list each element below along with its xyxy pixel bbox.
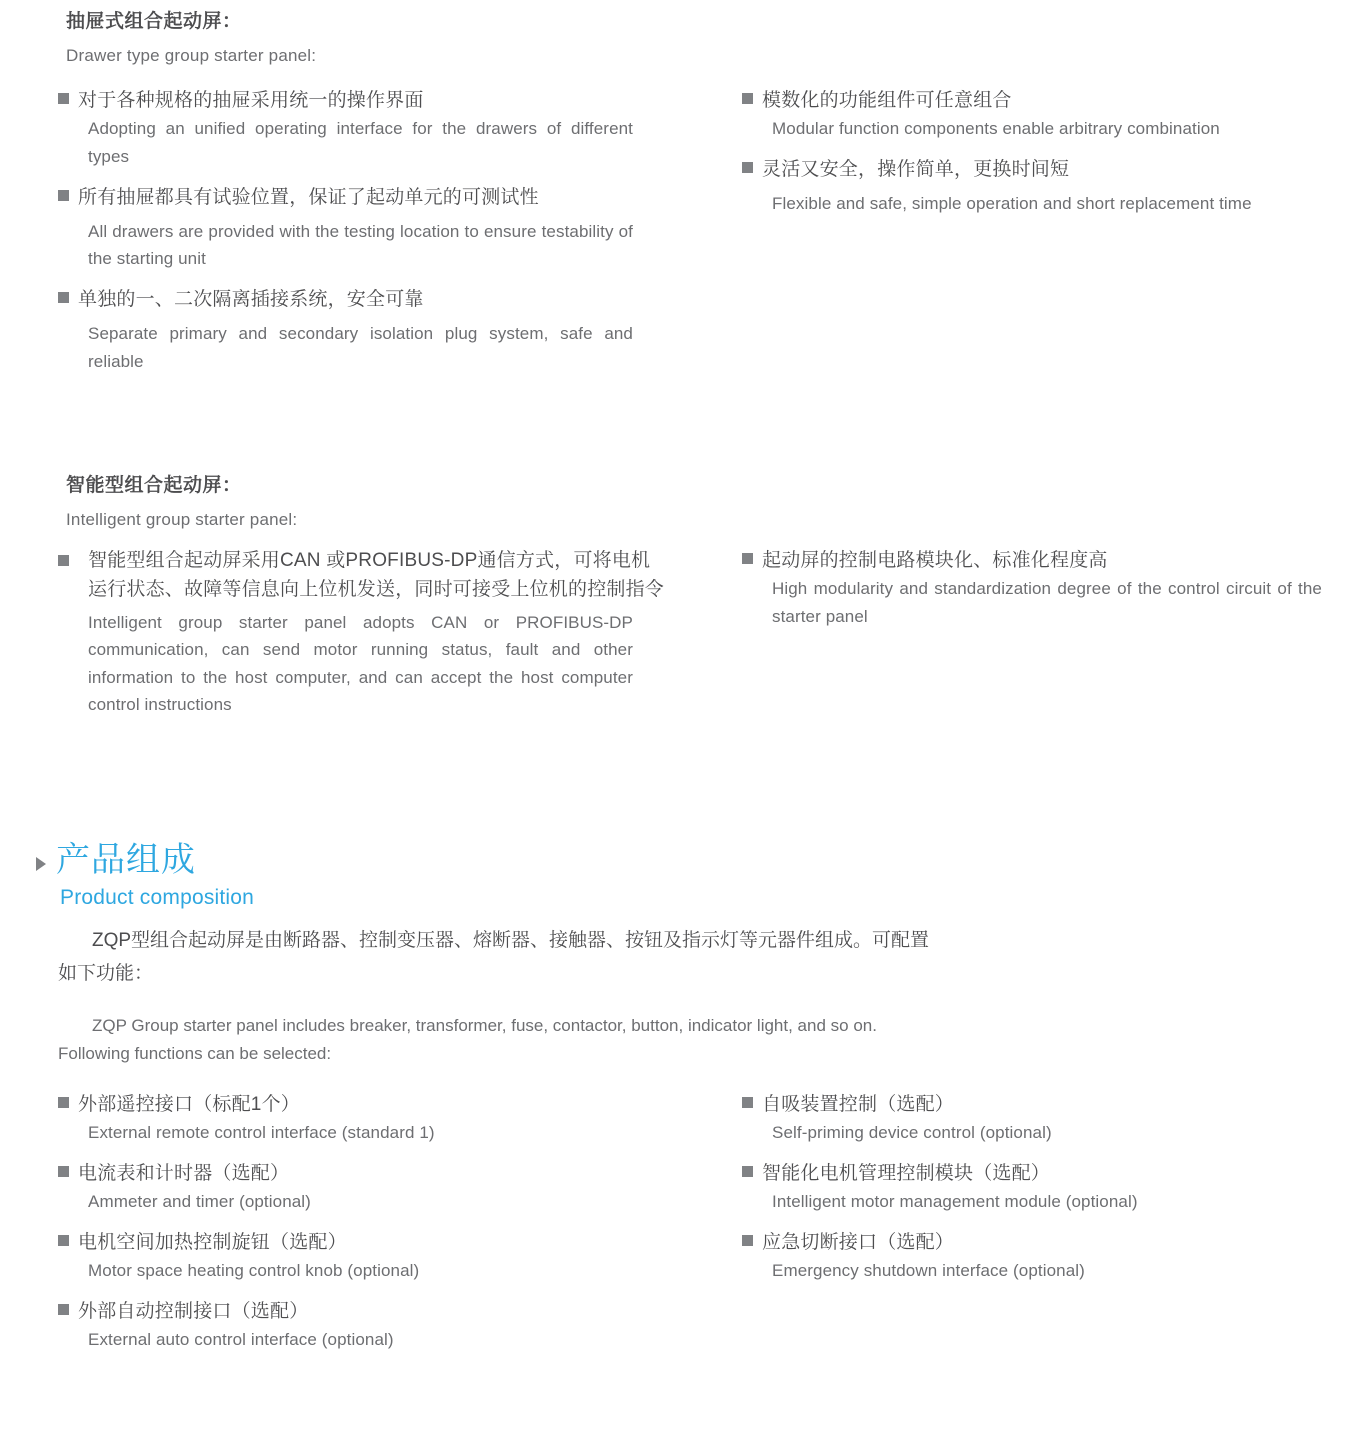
bullet-cn-text: 对于各种规格的抽屉采用统一的操作界面: [58, 86, 636, 115]
bullet-en-text: High modularity and standardization degree of the control circuit of the starter panel: [772, 579, 1322, 626]
list-item: [58, 1297, 658, 1354]
drawer-right-column: [742, 86, 1312, 230]
list-item: [58, 1090, 658, 1147]
square-bullet-icon: [742, 1097, 753, 1108]
list-item: [742, 155, 1312, 218]
product-composition-subtitle: Product composition: [60, 886, 255, 909]
square-bullet-icon: [58, 555, 69, 566]
bullet-cn-text: 智能型组合起动屏采用CAN 或PROFIBUS-DP通信方式，可将电机运行状态、故障等信息向上位机发送，同时可接受上位机的控制指令: [58, 546, 666, 605]
square-bullet-icon: [742, 1235, 753, 1246]
bullet-en-text: Modular function components enable arbitrary combination: [772, 119, 1220, 139]
intelligent-section-title-cn: 智能型组合起动屏：: [66, 475, 242, 496]
square-bullet-icon: [58, 1097, 69, 1108]
square-bullet-icon: [742, 162, 753, 173]
bullet-en-text: Adopting an unified operating interface for the drawers of different types: [88, 119, 633, 166]
bullet-en-text: Self-priming device control (optional): [772, 1123, 1052, 1143]
list-item: [742, 1090, 1322, 1147]
bullet-cn-text: 所有抽屉都具有试验位置，保证了起动单元的可测试性: [58, 183, 643, 212]
bullet-cn-text: 灵活又安全，操作简单，更换时间短: [742, 155, 1312, 184]
square-bullet-icon: [58, 93, 69, 104]
square-bullet-icon: [58, 1166, 69, 1177]
bullet-cn-text: 单独的一、二次隔离插接系统，安全可靠: [58, 285, 636, 314]
list-item: [58, 183, 636, 274]
bullet-cn-text: 起动屏的控制电路模块化、标准化程度高: [742, 546, 1322, 575]
list-item: [742, 1159, 1322, 1216]
list-item: [742, 546, 1322, 631]
drawer-section-title-en: Drawer type group starter panel:: [66, 46, 317, 65]
bullet-cn-text: 应急切断接口（选配）: [742, 1228, 1322, 1257]
product-composition-left-column: [58, 1090, 658, 1366]
square-bullet-icon: [742, 1166, 753, 1177]
square-bullet-icon: [58, 190, 69, 201]
product-composition-right-column: [742, 1090, 1322, 1297]
list-item: [58, 86, 636, 171]
bullet-en-text: External auto control interface (optional): [88, 1330, 394, 1350]
drawer-left-column: [58, 86, 636, 388]
bullet-cn-text: 电机空间加热控制旋钮（选配）: [58, 1228, 658, 1257]
square-bullet-icon: [58, 1304, 69, 1315]
bullet-en-text: External remote control interface (standard 1): [88, 1123, 435, 1143]
list-item: [742, 86, 1312, 143]
product-composition-paragraph-en: ZQP Group starter panel includes breaker, transformer, fuse, contactor, button, indicator light, and so on. Following functions can be selected:: [58, 1016, 877, 1063]
square-bullet-icon: [58, 292, 69, 303]
page-title: 产品组成: [56, 841, 196, 879]
bullet-cn-text: 外部遥控接口（标配1个）: [58, 1090, 658, 1119]
drawer-section-title-cn: 抽屉式组合起动屏：: [66, 11, 242, 32]
list-item: [58, 1159, 658, 1216]
bullet-en-text: Intelligent group starter panel adopts CAN or PROFIBUS-DP communication, can send motor running status, fault and other information to the host computer, and can accept the host computer control instructions: [88, 612, 633, 715]
list-item: [742, 1228, 1322, 1285]
bullet-en-text: Motor space heating control knob (optional): [88, 1261, 420, 1281]
intelligent-right-column: [742, 546, 1322, 643]
product-composition-paragraph-cn: ZQP型组合起动屏是由断路器、控制变压器、熔断器、接触器、按钮及指示灯等元器件组成。可配置如下功能：: [58, 930, 930, 984]
intelligent-section-title-en: Intelligent group starter panel:: [66, 510, 298, 529]
square-bullet-icon: [742, 553, 753, 564]
bullet-cn-text: 外部自动控制接口（选配）: [58, 1297, 658, 1326]
square-bullet-icon: [58, 1235, 69, 1246]
bullet-en-text: All drawers are provided with the testing location to ensure testability of the starting unit: [88, 221, 633, 269]
bullet-en-text: Separate primary and secondary isolation plug system, safe and reliable: [88, 324, 633, 371]
bullet-en-text: Flexible and safe, simple operation and short replacement time: [772, 194, 1252, 214]
bullet-cn-text: 模数化的功能组件可任意组合: [742, 86, 1312, 115]
list-item: [58, 1228, 658, 1285]
list-item: [58, 546, 665, 719]
triangle-arrow-icon: [36, 857, 46, 871]
bullet-cn-text: 智能化电机管理控制模块（选配）: [742, 1159, 1322, 1188]
list-item: [58, 285, 636, 376]
square-bullet-icon: [742, 93, 753, 104]
bullet-en-text: Emergency shutdown interface (optional): [772, 1261, 1085, 1281]
intelligent-left-column: [58, 546, 665, 731]
bullet-cn-text: 自吸装置控制（选配）: [742, 1090, 1322, 1119]
product-composition-heading: [36, 832, 736, 881]
bullet-cn-text: 电流表和计时器（选配）: [58, 1159, 658, 1188]
bullet-en-text: Intelligent motor management module (optional): [772, 1192, 1138, 1212]
bullet-en-text: Ammeter and timer (optional): [88, 1192, 311, 1212]
